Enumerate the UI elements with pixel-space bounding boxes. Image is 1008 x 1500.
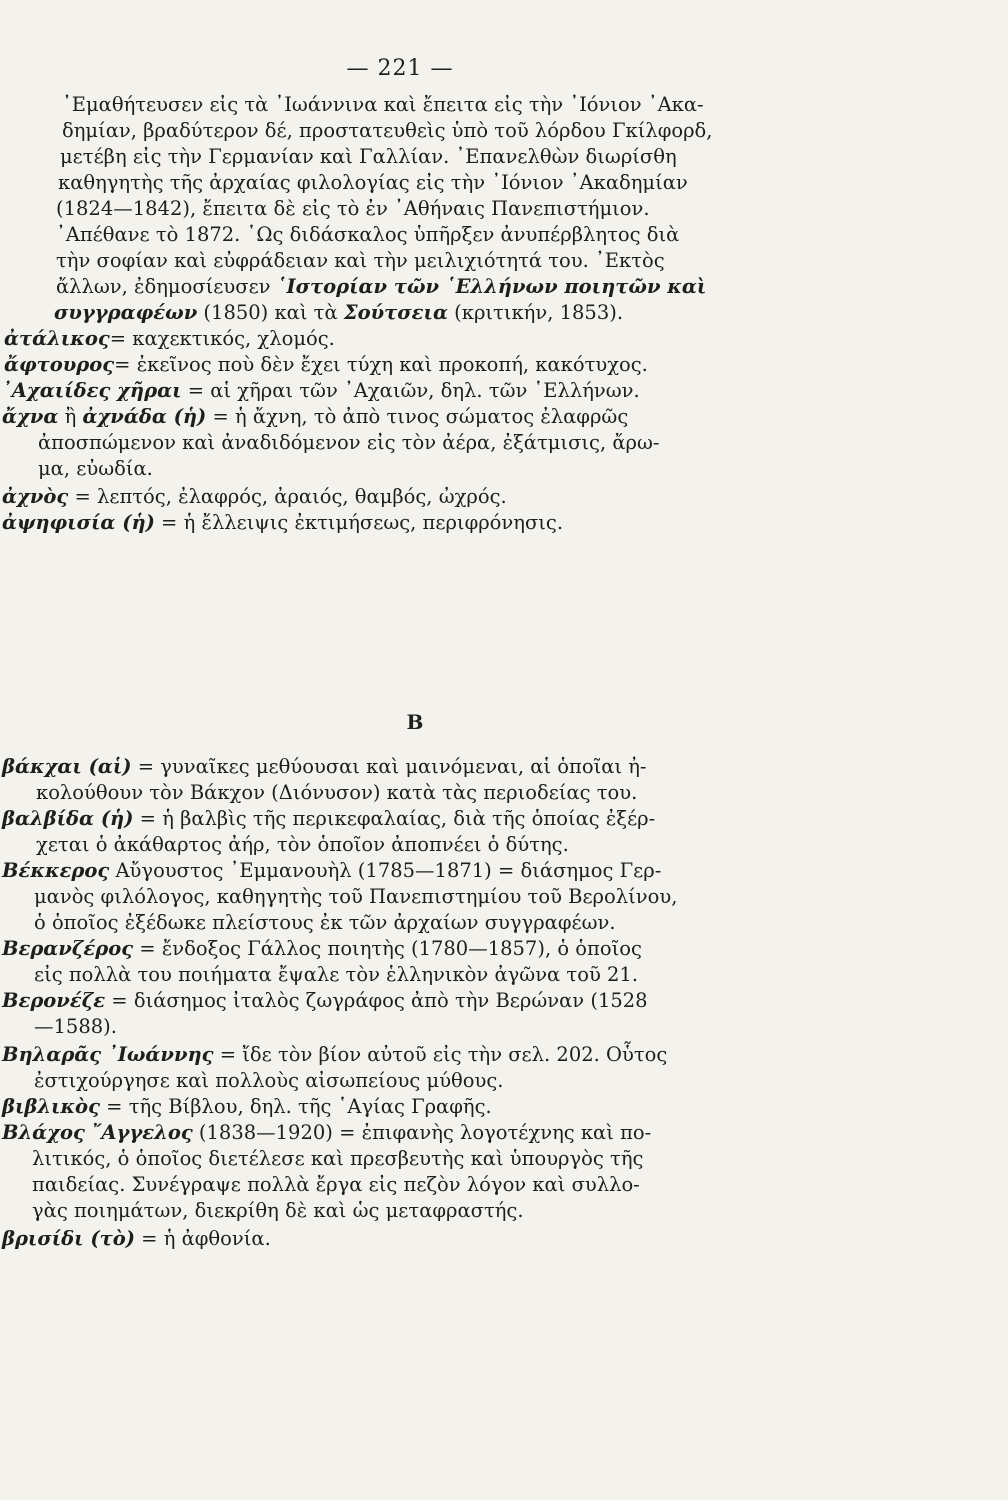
definition: = ἔνδοξος Γάλλος ποιητὴς (1780—1857), ὁ ὁποῖος <box>133 937 642 960</box>
definition-line: μανὸς φιλόλογος, καθηγητὴς τοῦ Πανεπιστημίου τοῦ Βερολίνου, <box>34 885 678 908</box>
text-line: καθηγητὴς τῆς ἀρχαίας φιλολογίας εἰς τὴν ᾿Ιόνιον ᾿Ακαδημίαν <box>58 171 688 194</box>
headword: Βηλαρᾶς ᾿Ιωάννης <box>2 1043 214 1066</box>
text-span: (1850) καὶ τὰ <box>197 301 344 324</box>
headword-name: ῎Αγγελος <box>84 1121 193 1144</box>
section-letter: Β <box>406 710 424 734</box>
text-line: τὴν σοφίαν καὶ εὐφράδειαν καὶ τὴν μειλιχιότητά του. ᾿Εκτὸς <box>56 249 665 272</box>
text-line: ᾿Εμαθήτευσεν εἰς τὰ ᾿Ιωάννινα καὶ ἔπειτα εἰς τὴν ᾿Ιόνιον ᾿Ακα- <box>62 93 704 116</box>
definition: = λεπτός, ἐλαφρός, ἀραιός, θαμβός, ὠχρός. <box>68 485 507 508</box>
glossary-entry <box>2 484 507 510</box>
definition-line: μα, εὐωδία. <box>38 457 153 480</box>
definition: = ἡ ἄχνη, τὸ ἀπὸ τινος σώματος ἐλαφρῶς <box>206 405 629 428</box>
definition: = ἐκεῖνος ποὺ δὲν ἔχει τύχη καὶ προκοπή, κακότυχος. <box>114 353 648 376</box>
glossary-entry <box>2 754 647 780</box>
headword: Βλάχος <box>2 1121 85 1144</box>
headword: ᾿Αχαιίδες χῆραι <box>2 379 182 402</box>
glossary-entry <box>2 858 661 884</box>
definition: Αὔγουστος ᾿Εμμανουὴλ (1785—1871) = διάσημος Γερ- <box>109 859 662 882</box>
definition: (1838—1920) = ἐπιφανὴς λογοτέχνης καὶ πο- <box>192 1121 652 1144</box>
headword: Βερανζέρος <box>2 937 134 960</box>
glossary-entry <box>2 1042 667 1068</box>
definition: = γυναῖκες μεθύουσαι καὶ μαινόμεναι, αἱ ὁποῖαι ἠ- <box>131 755 647 778</box>
headword: ἀχνάδα (ἡ) <box>82 405 207 428</box>
definition-line: κολούθουν τὸν Βάκχον (Διόνυσον) κατὰ τὰς περιοδείας του. <box>36 781 638 804</box>
headword: ἀψηφισία (ἡ) <box>2 511 155 534</box>
text-span: ἄλλων, ἐδημοσίευσεν <box>56 275 277 298</box>
headword: ἄφτουρος <box>4 353 115 376</box>
glossary-entry <box>2 1120 651 1146</box>
definition-line: εἰς πολλὰ του ποιήματα ἔψαλε τὸν ἑλληνικὸν ἀγῶνα τοῦ 21. <box>34 963 639 986</box>
text-line: δημίαν, βραδύτερον δέ, προστατευθεὶς ὑπὸ τοῦ λόρδου Γκίλφορδ, <box>62 119 713 142</box>
glossary-entry <box>2 1094 492 1120</box>
glossary-entry <box>2 510 563 536</box>
glossary-entry <box>2 378 640 404</box>
definition-line: —1588). <box>34 1015 117 1038</box>
book-title: Σούτσεια <box>343 301 448 324</box>
text-line: (1824—1842), ἔπειτα δὲ εἰς τὸ ἐν ᾿Αθήναις Πανεπιστήμιον. <box>56 197 650 220</box>
headword: ἀχνὸς <box>2 485 69 508</box>
definition-line: γὰς ποιημάτων, διεκρίθη δὲ καὶ ὡς μεταφραστής. <box>32 1199 524 1222</box>
headword: βιβλικὸς <box>2 1095 100 1118</box>
definition: = ἡ βαλβὶς τῆς περικεφαλαίας, διὰ τῆς ὁποίας ἐξέρ- <box>133 807 656 830</box>
definition: = αἱ χῆραι τῶν ᾿Αχαιῶν, δηλ. τῶν ῾Ελλήνων. <box>181 379 640 402</box>
definition: = ἡ ἀφθονία. <box>134 1227 271 1250</box>
definition-line: χεται ὁ ἀκάθαρτος ἀήρ, τὸν ὁποῖον ἀποπνέει ὁ δύτης. <box>36 833 569 856</box>
glossary-entry <box>2 1226 271 1252</box>
book-title: συγγραφέων <box>54 301 198 324</box>
headword: Βερονέζε <box>2 989 106 1012</box>
glossary-entry <box>2 936 642 962</box>
text-line: ᾿Απέθανε τὸ 1872. ῾Ως διδάσκαλος ὑπῆρξεν ἀνυπέρβλητος διὰ <box>56 223 680 246</box>
headword: ἀτάλικος <box>4 327 110 350</box>
glossary-entry <box>2 988 648 1014</box>
headword: βάκχαι (αἱ) <box>2 755 132 778</box>
glossary-entry <box>4 326 335 352</box>
definition: = καχεκτικός, χλομός. <box>109 327 335 350</box>
text-line: μετέβη εἰς τὴν Γερμανίαν καὶ Γαλλίαν. ᾿Επανελθὼν διωρίσθη <box>60 145 677 168</box>
definition: = ἡ ἔλλειψις ἐκτιμήσεως, περιφρόνησις. <box>154 511 564 534</box>
headword: βαλβίδα (ἡ) <box>2 807 134 830</box>
definition-line: ἐστιχούργησε καὶ πολλοὺς αἰσωπείους μύθους. <box>34 1069 504 1092</box>
definition: = διάσημος ἰταλὸς ζωγράφος ἀπὸ τὴν Βερώναν (1528 <box>105 989 648 1012</box>
definition-line: παιδείας. Συνέγραψε πολλὰ ἔργα εἰς πεζὸν λόγον καὶ συλλο- <box>32 1173 640 1196</box>
glossary-entry <box>2 404 628 430</box>
headword: Βέκκερος <box>2 859 110 882</box>
definition: = ἴδε τὸν βίον αὐτοῦ εἰς τὴν σελ. 202. Οὗτος <box>213 1043 668 1066</box>
text-line <box>56 274 706 300</box>
glossary-entry <box>4 352 648 378</box>
headword: ἄχνα <box>2 405 59 428</box>
text-span: (κριτικήν, 1853). <box>447 301 624 324</box>
definition-line: λιτικός, ὁ ὁποῖος διετέλεσε καὶ πρεσβευτὴς καὶ ὑπουργὸς τῆς <box>32 1147 644 1170</box>
text-span: ἢ <box>58 405 83 428</box>
glossary-entry <box>2 806 655 832</box>
definition-line: ἀποσπώμενον καὶ ἀναδιδόμενον εἰς τὸν ἀέρα, ἐξάτμισις, ἄρω- <box>38 431 660 454</box>
page-number: — 221 — <box>346 56 454 81</box>
definition: = τῆς Βίβλου, δηλ. τῆς ῾Αγίας Γραφῆς. <box>99 1095 492 1118</box>
definition-line: ὁ ὁποῖος ἐξέδωκε πλείστους ἐκ τῶν ἀρχαίων συγγραφέων. <box>34 911 616 934</box>
headword: βρισίδι (τὸ) <box>2 1227 135 1250</box>
text-line <box>54 300 623 326</box>
book-title: ῾Ιστορίαν τῶν ῾Ελλήνων ποιητῶν καὶ <box>276 275 707 298</box>
